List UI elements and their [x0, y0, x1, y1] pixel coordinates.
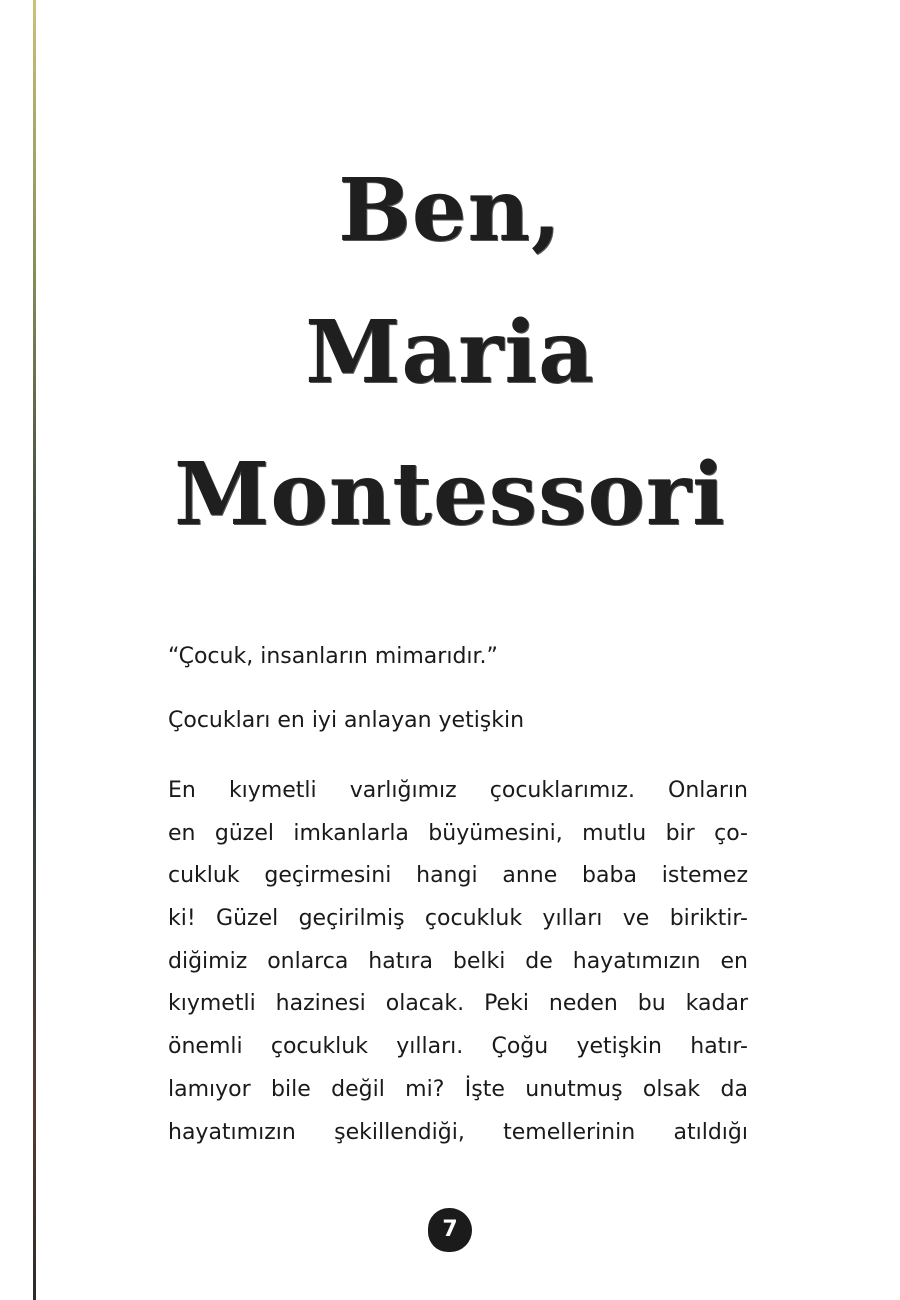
title-line-1: Ben, [338, 160, 562, 261]
paragraph-line: En kıymetli varlığımız çocuklarımız. Onların [168, 778, 748, 803]
paragraph-line: cukluk geçirmesini hangi anne baba istemez [168, 863, 748, 889]
paragraph-line: hayatımızın şekillendiği, temellerinin atıldığı [168, 1119, 748, 1145]
paragraph-line: ki! Güzel geçirilmiş çocukluk yılları ve biriktir- [168, 906, 748, 932]
title-line-3: Montessori [174, 444, 726, 545]
paragraph-line: en güzel imkanlarla büyümesini, mutlu bir ço- [168, 820, 748, 846]
section-subtitle: Çocukları en iyi anlayan yetişkin [168, 708, 525, 733]
paragraph-line: önemli çocukluk yılları. Çoğu yetişkin hatır- [168, 1034, 748, 1060]
paragraph-line: diğimiz onlarca hatıra belki de hayatımızın en [168, 948, 748, 974]
page-number-badge [428, 1208, 472, 1252]
paragraph-line: lamıyor bile değil mi? İşte unutmuş olsak da [168, 1076, 748, 1102]
title-line-2: Maria [305, 302, 595, 403]
page-number: 7 [442, 1217, 458, 1242]
paragraph-line: kıymetli hazinesi olacak. Peki neden bu kadar [168, 991, 748, 1017]
body-paragraph [168, 770, 748, 1154]
epigraph-quote: “Çocuk, insanların mimarıdır.” [168, 644, 498, 669]
